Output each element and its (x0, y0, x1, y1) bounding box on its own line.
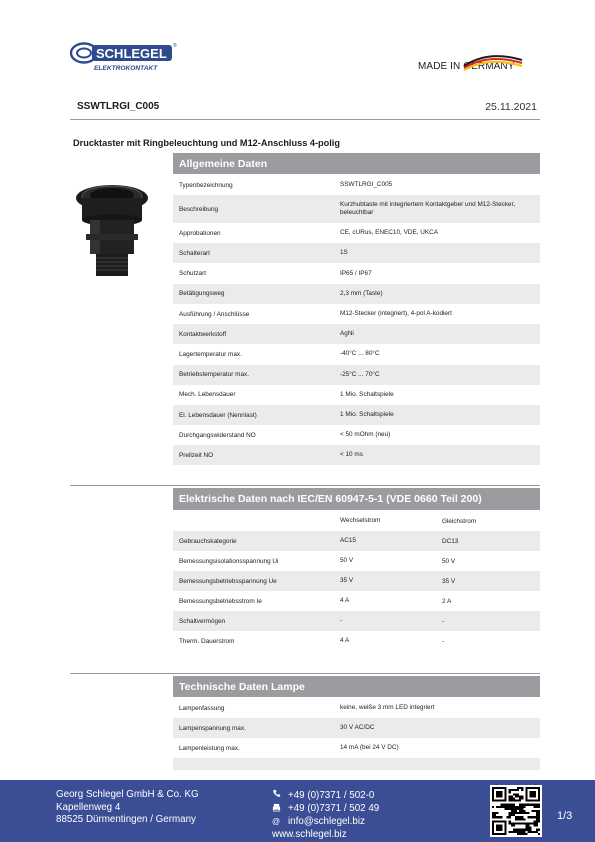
table-row (173, 223, 540, 243)
table-row (173, 405, 540, 425)
row-value-ac: 4 A (340, 637, 350, 644)
section-heading-lamp: Technische Daten Lampe (173, 676, 540, 697)
row-value-ac: - (340, 617, 343, 624)
row-label: Approbationen (179, 229, 221, 237)
row-label: Therm. Dauerstrom (179, 637, 235, 645)
table-row (173, 611, 540, 631)
table-row (173, 344, 540, 364)
phone-icon (272, 789, 288, 803)
document-date: 25.11.2021 (485, 101, 537, 113)
footer (0, 780, 595, 842)
row-label: Lampenleistung max. (179, 744, 240, 752)
divider (70, 673, 540, 674)
table-row (173, 591, 540, 611)
row-value-dc: DC13 (442, 537, 459, 545)
qr-code-icon[interactable] (490, 785, 542, 837)
row-label: Schutzart (179, 270, 206, 278)
product-image (72, 180, 162, 280)
row-value-ac: 50 V (340, 557, 354, 564)
footer-company: Georg Schlegel GmbH & Co. KG (56, 789, 199, 800)
document-id: SSWTLRGI_C005 (77, 101, 160, 112)
row-value-ac: 4 A (340, 597, 350, 604)
row-label: Betätigungsweg (179, 290, 225, 298)
row-label: Typenbezeichnung (179, 181, 233, 189)
row-value: keine, weiße 3 mm LED integriert (340, 704, 435, 711)
footer-phone[interactable]: +49 (0)7371 / 502-0 (288, 789, 375, 801)
table-row (173, 243, 540, 263)
divider (70, 119, 540, 120)
row-label: El. Lebensdauer (Nennlast) (179, 411, 257, 419)
row-value-dc: - (442, 617, 445, 625)
document-title: Drucktaster mit Ringbeleuchtung und M12-Anschluss 4-polig (73, 138, 340, 148)
table-row (173, 571, 540, 591)
row-value: 1S (340, 249, 348, 257)
footer-contact (272, 789, 379, 841)
german-flag-swoosh-icon (462, 52, 524, 74)
section-heading-electrical: Elektrische Daten nach IEC/EN 60947-5-1 (VDE 0660 Teil 200) (173, 488, 540, 510)
logo-registered-mark: ® (173, 43, 177, 49)
row-value: AgNi (340, 330, 354, 338)
email-icon: @ (272, 817, 281, 826)
table-row (173, 698, 540, 718)
table-row (173, 365, 540, 385)
page-number: 1/3 (557, 810, 573, 822)
table-row (173, 718, 540, 738)
section-heading-general: Allgemeine Daten (173, 153, 540, 174)
logo-wordmark: SCHLEGEL (96, 46, 167, 61)
row-label: Gebrauchskategorie (179, 537, 237, 545)
row-value: CE, cURus, ENEC10, VDE, UKCA (340, 229, 439, 237)
row-label: Durchgangswiderstand NO (179, 431, 256, 439)
row-value: < 50 mOhm (neu) (340, 431, 391, 439)
row-label: Betriebstemperatur max. (179, 371, 249, 379)
table-row (173, 551, 540, 571)
footer-fax: +49 (0)7371 / 502 49 (288, 803, 380, 814)
row-label: Kontaktwerkstoff (179, 330, 227, 338)
row-label: Prellzeit NO (179, 451, 214, 459)
row-value-dc: 50 V (442, 557, 456, 565)
table-row (173, 175, 540, 195)
table-row (173, 425, 540, 445)
row-value: SSWTLRGI_C005 (340, 181, 393, 188)
footer-email[interactable]: info@schlegel.biz (288, 816, 365, 827)
row-value: 14 mA (bei 24 V DC) (340, 744, 399, 751)
schlegel-logo (70, 38, 180, 74)
logo-subtitle: ELEKTROKONTAKT (94, 65, 158, 72)
row-label: Schalterart (179, 249, 210, 257)
column-header-ac: Wechselstrom (340, 517, 381, 524)
row-value-ac: 35 V (340, 577, 354, 584)
row-value: IP65 / IP67 (340, 269, 372, 277)
table-row (173, 304, 540, 324)
table-row (173, 284, 540, 304)
row-value-dc: 2 A (442, 597, 452, 605)
footer-website[interactable]: www.schlegel.biz (272, 828, 347, 840)
row-label: Lampenspannung max. (179, 724, 246, 732)
row-value: 1 Mio. Schaltspiele (340, 411, 394, 418)
table-row (173, 195, 540, 223)
footer-city: 88525 Dürmentingen / Germany (56, 814, 196, 825)
row-label: Lagertemperatur max. (179, 350, 242, 358)
fax-icon (272, 803, 288, 817)
row-value-dc: - (442, 637, 445, 645)
row-value: Kurzhubtaste mit integriertem Kontaktgeber und M12-Stecker, beleuchtbar (340, 201, 516, 217)
made-in-germany-label: MADE IN GERMANY (418, 61, 515, 72)
column-header-dc: Gleichstrom (442, 517, 477, 525)
row-label: Bemessungsisolationsspannung Ui (179, 557, 279, 565)
row-value: 2,3 mm (Taste) (340, 289, 383, 297)
row-value: M12-Stecker (integriert), 4-pol A-kodiert (340, 310, 452, 317)
row-value: -40°C ... 80°C (340, 350, 380, 358)
electrical-column-headers (173, 511, 540, 531)
table-row (173, 385, 540, 405)
row-label: Bemessungsbetriebsstrom Ie (179, 597, 262, 605)
table-row (173, 531, 540, 551)
row-value: 30 V AC/DC (340, 724, 375, 731)
footer-street: Kapellenweg 4 (56, 801, 121, 813)
row-label: Beschreibung (179, 205, 219, 213)
table-row (173, 324, 540, 344)
divider (70, 485, 540, 486)
table-row (173, 264, 540, 284)
row-value: -25°C ... 70°C (340, 370, 380, 378)
row-label: Bemessungsbetriebsspannung Ue (179, 577, 277, 585)
table-row (173, 445, 540, 465)
table-row (173, 631, 540, 651)
row-value-ac: AC15 (340, 537, 356, 544)
table-row (173, 738, 540, 758)
row-label: Mech. Lebensdauer (179, 391, 236, 399)
row-value: 1 Mio. Schaltspiele (340, 390, 394, 398)
row-label: Lampenfassung (179, 704, 225, 712)
row-label: Schaltvermögen (179, 617, 226, 625)
footer-address (56, 789, 199, 827)
row-label: Ausführung / Anschlüsse (179, 310, 250, 318)
row-value-dc: 35 V (442, 577, 456, 585)
table-row-filler (173, 758, 540, 770)
row-value: < 10 ms (340, 451, 363, 459)
